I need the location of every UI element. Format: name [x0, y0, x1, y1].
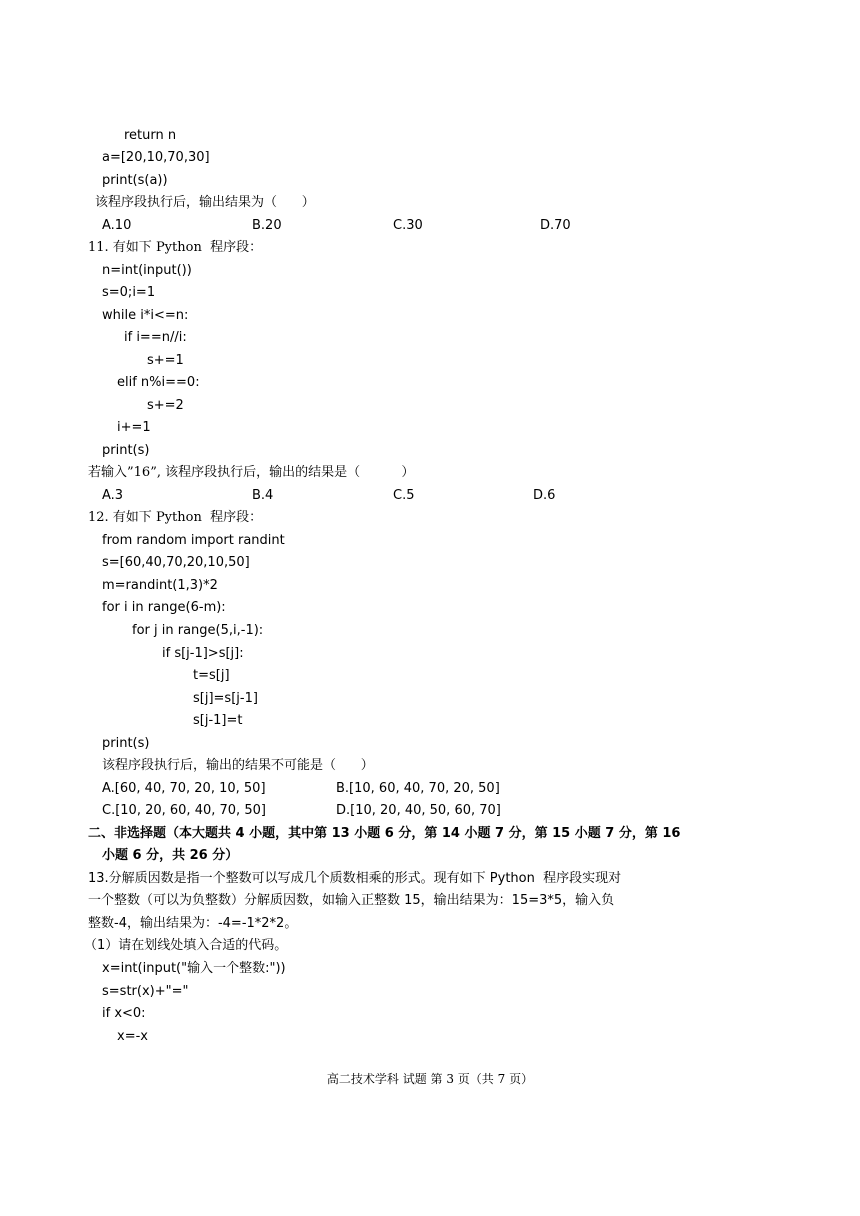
- option-b: B.20: [252, 218, 282, 233]
- option-a: A.3: [102, 488, 124, 503]
- question-prompt: 若输入”16”, 该程序段执行后，输出的结果是（ ）: [88, 465, 415, 480]
- code-line: for j in range(5,i,-1):: [132, 623, 264, 638]
- option-c: C.[10, 20, 60, 40, 70, 50]: [102, 803, 266, 818]
- code-line: s[j]=s[j-1]: [193, 691, 258, 706]
- code-line: s=[60,40,70,20,10,50]: [102, 555, 250, 570]
- code-line: s+=2: [147, 398, 184, 413]
- option-d: D.6: [533, 488, 556, 503]
- code-line: s=0;i=1: [102, 285, 156, 300]
- question-title: 12. 有如下 Python 程序段：: [88, 510, 263, 525]
- option-a: A.10: [102, 218, 132, 233]
- code-line: if s[j-1]>s[j]:: [162, 646, 244, 661]
- option-c: C.5: [393, 488, 415, 503]
- code-line: a=[20,10,70,30]: [102, 150, 210, 165]
- option-d: D.70: [540, 218, 571, 233]
- page-footer: 高二技术学科 试题 第 3 页（共 7 页）: [326, 1072, 534, 1086]
- code-line: s[j-1]=t: [193, 713, 243, 728]
- code-line: m=randint(1,3)*2: [102, 578, 218, 593]
- code-line: x=-x: [117, 1029, 148, 1044]
- code-line: print(s): [102, 736, 150, 751]
- option-c: C.30: [393, 218, 423, 233]
- question-text: 整数-4，输出结果为：-4=-1*2*2。: [88, 916, 298, 931]
- code-line: if i==n//i:: [124, 330, 187, 345]
- question-text: 一个整数（可以为负整数）分解质因数，如输入正整数 15，输出结果为：15=3*5，输入负: [88, 893, 615, 908]
- question-prompt: 该程序段执行后，输出的结果不可能是（ ）: [102, 758, 374, 773]
- code-line: return n: [124, 128, 177, 143]
- question-title: 11. 有如下 Python 程序段：: [88, 240, 263, 255]
- code-line: elif n%i==0:: [117, 375, 200, 390]
- code-line: while i*i<=n:: [102, 308, 189, 323]
- option-b: B.4: [252, 488, 274, 503]
- code-line: i+=1: [117, 420, 151, 435]
- question-text: 13.分解质因数是指一个整数可以写成几个质数相乘的形式。现有如下 Python 程序段实现对: [88, 871, 622, 886]
- code-line: t=s[j]: [193, 668, 230, 683]
- option-a: A.[60, 40, 70, 20, 10, 50]: [102, 781, 266, 796]
- code-line: print(s): [102, 443, 150, 458]
- code-line: from random import randint: [102, 533, 285, 548]
- option-d: D.[10, 20, 40, 50, 60, 70]: [336, 803, 501, 818]
- code-line: print(s(a)): [102, 173, 168, 188]
- code-line: x=int(input("输入一个整数:")): [102, 961, 286, 976]
- sub-question: （1）请在划线处填入合适的代码。: [84, 938, 288, 953]
- code-line: s=str(x)+"=": [102, 984, 189, 999]
- code-line: n=int(input()): [102, 263, 192, 278]
- code-line: for i in range(6-m):: [102, 600, 226, 615]
- section-heading: 二、非选择题（本大题共 4 小题，其中第 13 小题 6 分，第 14 小题 7 分，第 15 小题 7 分，第 16: [88, 826, 681, 841]
- code-line: if x<0:: [102, 1006, 146, 1021]
- section-heading: 小题 6 分，共 26 分）: [102, 848, 239, 863]
- question-prompt: 该程序段执行后，输出结果为（ ）: [95, 195, 315, 210]
- option-b: B.[10, 60, 40, 70, 20, 50]: [336, 781, 500, 796]
- code-line: s+=1: [147, 353, 184, 368]
